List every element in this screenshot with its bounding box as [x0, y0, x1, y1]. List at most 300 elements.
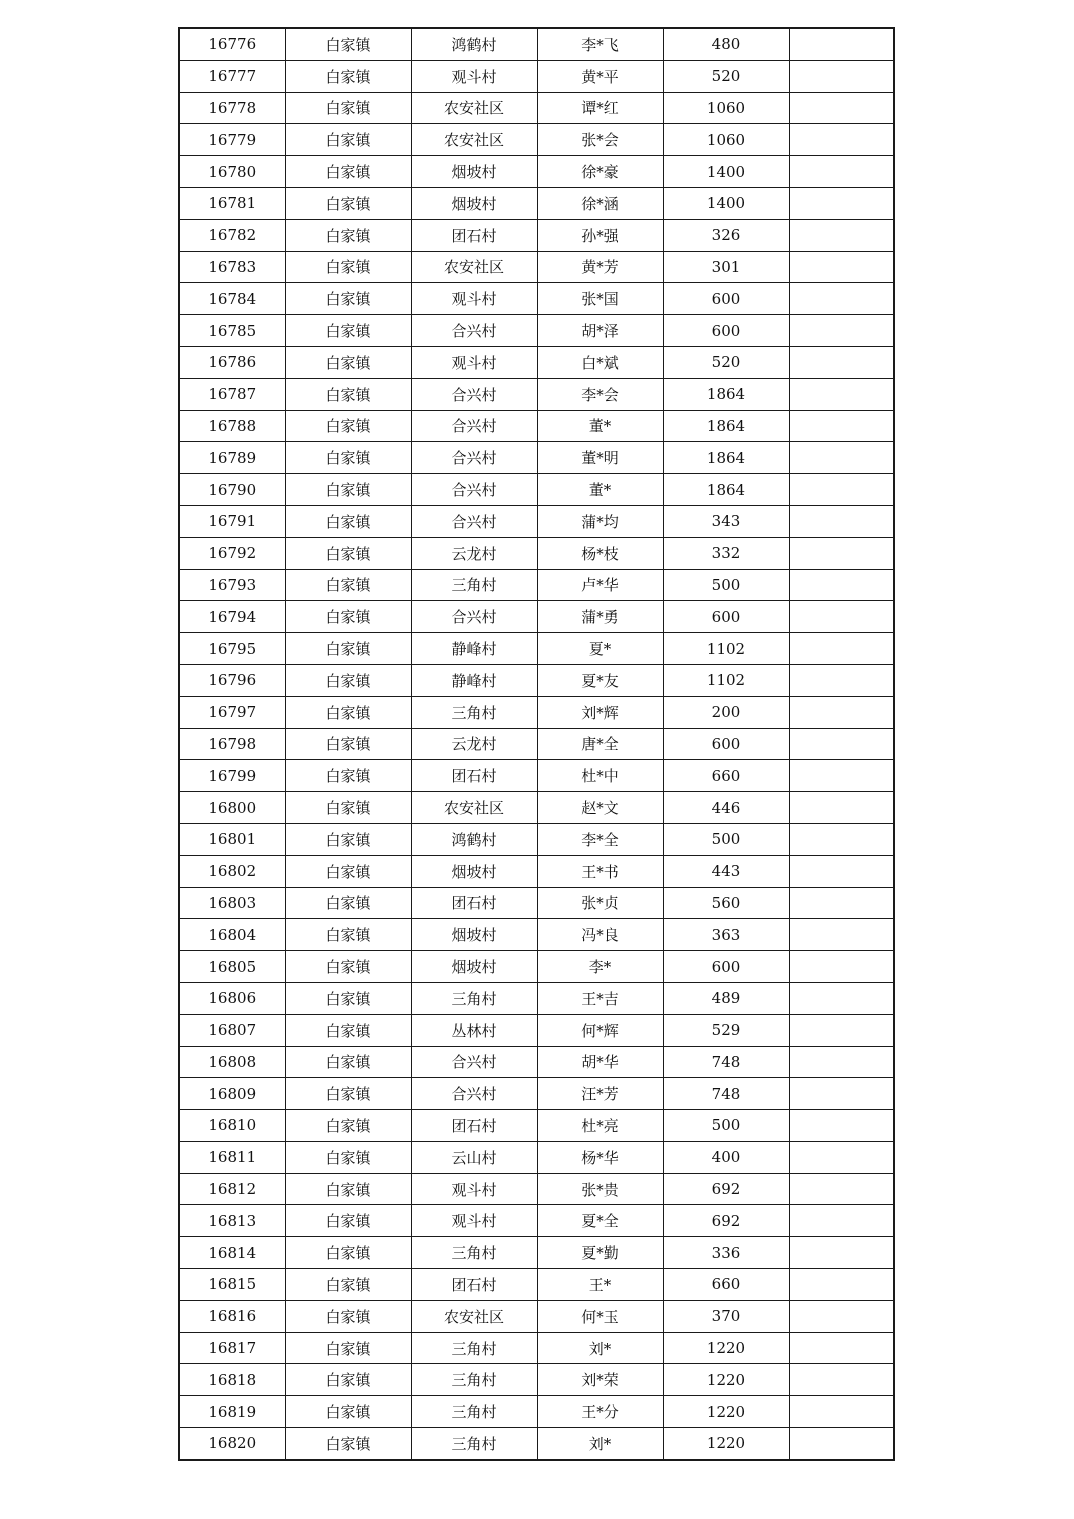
cell-remark	[789, 1205, 894, 1237]
cell-amount: 489	[663, 982, 789, 1014]
cell-name: 冯*良	[537, 919, 663, 951]
cell-remark	[789, 92, 894, 124]
cell-serial-number: 16819	[179, 1396, 285, 1428]
cell-village: 三角村	[411, 696, 537, 728]
cell-name: 唐*全	[537, 728, 663, 760]
table-row	[179, 60, 894, 92]
cell-name: 李*会	[537, 378, 663, 410]
cell-town: 白家镇	[285, 1173, 411, 1205]
table-row	[179, 410, 894, 442]
table-row	[179, 1046, 894, 1078]
cell-name: 刘*	[537, 1332, 663, 1364]
table-row	[179, 887, 894, 919]
table-row	[179, 187, 894, 219]
cell-serial-number: 16803	[179, 887, 285, 919]
cell-town: 白家镇	[285, 124, 411, 156]
cell-village: 观斗村	[411, 283, 537, 315]
cell-amount: 200	[663, 696, 789, 728]
cell-remark	[789, 633, 894, 665]
table-row	[179, 1428, 894, 1460]
cell-amount: 446	[663, 792, 789, 824]
table-row	[179, 1205, 894, 1237]
cell-town: 白家镇	[285, 1237, 411, 1269]
cell-village: 云龙村	[411, 728, 537, 760]
cell-serial-number: 16778	[179, 92, 285, 124]
cell-amount: 1400	[663, 187, 789, 219]
cell-name: 董*	[537, 410, 663, 442]
cell-name: 徐*豪	[537, 156, 663, 188]
cell-remark	[789, 219, 894, 251]
cell-remark	[789, 1046, 894, 1078]
cell-village: 三角村	[411, 1332, 537, 1364]
cell-remark	[789, 919, 894, 951]
cell-town: 白家镇	[285, 569, 411, 601]
cell-name: 王*书	[537, 855, 663, 887]
cell-amount: 326	[663, 219, 789, 251]
cell-town: 白家镇	[285, 1205, 411, 1237]
cell-village: 合兴村	[411, 474, 537, 506]
cell-town: 白家镇	[285, 315, 411, 347]
cell-remark	[789, 728, 894, 760]
cell-village: 合兴村	[411, 1046, 537, 1078]
table-row	[179, 442, 894, 474]
cell-serial-number: 16790	[179, 474, 285, 506]
table-row	[179, 1173, 894, 1205]
cell-serial-number: 16777	[179, 60, 285, 92]
cell-amount: 1220	[663, 1332, 789, 1364]
cell-amount: 343	[663, 505, 789, 537]
cell-town: 白家镇	[285, 1428, 411, 1460]
cell-name: 卢*华	[537, 569, 663, 601]
cell-amount: 748	[663, 1046, 789, 1078]
cell-village: 烟坡村	[411, 919, 537, 951]
cell-remark	[789, 187, 894, 219]
cell-remark	[789, 505, 894, 537]
cell-amount: 520	[663, 346, 789, 378]
cell-name: 夏*友	[537, 664, 663, 696]
cell-name: 杜*中	[537, 760, 663, 792]
cell-amount: 600	[663, 601, 789, 633]
cell-serial-number: 16796	[179, 664, 285, 696]
cell-remark	[789, 601, 894, 633]
cell-serial-number: 16787	[179, 378, 285, 410]
cell-town: 白家镇	[285, 1269, 411, 1301]
table-row	[179, 1078, 894, 1110]
cell-serial-number: 16791	[179, 505, 285, 537]
cell-remark	[789, 537, 894, 569]
cell-village: 团石村	[411, 1269, 537, 1301]
cell-name: 汪*芳	[537, 1078, 663, 1110]
cell-amount: 600	[663, 951, 789, 983]
cell-serial-number: 16818	[179, 1364, 285, 1396]
cell-name: 赵*文	[537, 792, 663, 824]
cell-town: 白家镇	[285, 251, 411, 283]
cell-name: 李*飞	[537, 28, 663, 60]
table-row	[179, 982, 894, 1014]
cell-remark	[789, 442, 894, 474]
cell-serial-number: 16802	[179, 855, 285, 887]
table-row	[179, 378, 894, 410]
cell-remark	[789, 378, 894, 410]
cell-town: 白家镇	[285, 760, 411, 792]
cell-name: 刘*荣	[537, 1364, 663, 1396]
cell-amount: 500	[663, 569, 789, 601]
cell-remark	[789, 1428, 894, 1460]
cell-amount: 500	[663, 1110, 789, 1142]
table-row	[179, 1269, 894, 1301]
cell-serial-number: 16807	[179, 1014, 285, 1046]
cell-town: 白家镇	[285, 696, 411, 728]
cell-serial-number: 16781	[179, 187, 285, 219]
cell-town: 白家镇	[285, 601, 411, 633]
cell-remark	[789, 60, 894, 92]
cell-name: 李*全	[537, 823, 663, 855]
cell-remark	[789, 474, 894, 506]
cell-name: 谭*红	[537, 92, 663, 124]
cell-serial-number: 16780	[179, 156, 285, 188]
cell-town: 白家镇	[285, 283, 411, 315]
cell-name: 胡*泽	[537, 315, 663, 347]
table-row	[179, 569, 894, 601]
cell-village: 三角村	[411, 1237, 537, 1269]
cell-village: 烟坡村	[411, 951, 537, 983]
cell-amount: 520	[663, 60, 789, 92]
cell-town: 白家镇	[285, 92, 411, 124]
cell-town: 白家镇	[285, 792, 411, 824]
cell-serial-number: 16792	[179, 537, 285, 569]
cell-town: 白家镇	[285, 728, 411, 760]
cell-name: 夏*	[537, 633, 663, 665]
cell-village: 合兴村	[411, 1078, 537, 1110]
cell-town: 白家镇	[285, 1396, 411, 1428]
cell-town: 白家镇	[285, 219, 411, 251]
cell-name: 蒲*均	[537, 505, 663, 537]
cell-amount: 443	[663, 855, 789, 887]
cell-serial-number: 16783	[179, 251, 285, 283]
cell-remark	[789, 1141, 894, 1173]
cell-name: 杜*亮	[537, 1110, 663, 1142]
cell-town: 白家镇	[285, 156, 411, 188]
cell-amount: 400	[663, 1141, 789, 1173]
cell-serial-number: 16812	[179, 1173, 285, 1205]
cell-village: 三角村	[411, 1364, 537, 1396]
table-row	[179, 919, 894, 951]
cell-village: 合兴村	[411, 378, 537, 410]
cell-remark	[789, 1014, 894, 1046]
cell-amount: 1060	[663, 124, 789, 156]
cell-remark	[789, 1173, 894, 1205]
cell-remark	[789, 951, 894, 983]
table-row	[179, 124, 894, 156]
table-row	[179, 1237, 894, 1269]
cell-town: 白家镇	[285, 60, 411, 92]
cell-town: 白家镇	[285, 187, 411, 219]
cell-serial-number: 16808	[179, 1046, 285, 1078]
cell-serial-number: 16786	[179, 346, 285, 378]
table-row	[179, 537, 894, 569]
cell-remark	[789, 1332, 894, 1364]
cell-village: 团石村	[411, 887, 537, 919]
cell-name: 李*	[537, 951, 663, 983]
cell-town: 白家镇	[285, 1014, 411, 1046]
cell-amount: 600	[663, 283, 789, 315]
cell-remark	[789, 855, 894, 887]
cell-name: 黄*平	[537, 60, 663, 92]
cell-remark	[789, 760, 894, 792]
cell-amount: 1864	[663, 410, 789, 442]
cell-village: 农安社区	[411, 251, 537, 283]
cell-village: 鸿鹤村	[411, 823, 537, 855]
data-table	[178, 27, 895, 1461]
cell-serial-number: 16800	[179, 792, 285, 824]
cell-remark	[789, 664, 894, 696]
cell-village: 云龙村	[411, 537, 537, 569]
cell-amount: 332	[663, 537, 789, 569]
cell-name: 何*玉	[537, 1300, 663, 1332]
cell-serial-number: 16799	[179, 760, 285, 792]
cell-name: 杨*枝	[537, 537, 663, 569]
cell-village: 农安社区	[411, 124, 537, 156]
cell-town: 白家镇	[285, 1332, 411, 1364]
cell-serial-number: 16797	[179, 696, 285, 728]
cell-name: 蒲*勇	[537, 601, 663, 633]
table-row	[179, 855, 894, 887]
cell-amount: 529	[663, 1014, 789, 1046]
cell-town: 白家镇	[285, 442, 411, 474]
cell-name: 夏*全	[537, 1205, 663, 1237]
cell-serial-number: 16815	[179, 1269, 285, 1301]
cell-serial-number: 16794	[179, 601, 285, 633]
cell-town: 白家镇	[285, 823, 411, 855]
cell-village: 团石村	[411, 1110, 537, 1142]
cell-amount: 660	[663, 760, 789, 792]
cell-amount: 560	[663, 887, 789, 919]
cell-amount: 1400	[663, 156, 789, 188]
cell-serial-number: 16813	[179, 1205, 285, 1237]
cell-name: 杨*华	[537, 1141, 663, 1173]
cell-name: 张*贵	[537, 1173, 663, 1205]
table-row	[179, 1110, 894, 1142]
cell-serial-number: 16816	[179, 1300, 285, 1332]
table-row	[179, 315, 894, 347]
cell-remark	[789, 251, 894, 283]
cell-serial-number: 16789	[179, 442, 285, 474]
table-row	[179, 219, 894, 251]
cell-village: 观斗村	[411, 60, 537, 92]
cell-serial-number: 16784	[179, 283, 285, 315]
cell-town: 白家镇	[285, 378, 411, 410]
cell-town: 白家镇	[285, 1078, 411, 1110]
cell-village: 团石村	[411, 760, 537, 792]
cell-town: 白家镇	[285, 505, 411, 537]
cell-town: 白家镇	[285, 537, 411, 569]
table-row	[179, 92, 894, 124]
table-row	[179, 283, 894, 315]
cell-name: 夏*勤	[537, 1237, 663, 1269]
cell-remark	[789, 1078, 894, 1110]
cell-village: 农安社区	[411, 1300, 537, 1332]
cell-remark	[789, 1110, 894, 1142]
table-row	[179, 1300, 894, 1332]
cell-village: 三角村	[411, 1396, 537, 1428]
cell-village: 合兴村	[411, 410, 537, 442]
cell-remark	[789, 982, 894, 1014]
cell-name: 胡*华	[537, 1046, 663, 1078]
cell-amount: 1220	[663, 1364, 789, 1396]
table-row	[179, 1014, 894, 1046]
table-row	[179, 251, 894, 283]
table-row	[179, 346, 894, 378]
cell-serial-number: 16809	[179, 1078, 285, 1110]
cell-village: 观斗村	[411, 1205, 537, 1237]
cell-village: 合兴村	[411, 505, 537, 537]
cell-village: 合兴村	[411, 601, 537, 633]
table-row	[179, 633, 894, 665]
cell-serial-number: 16788	[179, 410, 285, 442]
cell-serial-number: 16805	[179, 951, 285, 983]
cell-remark	[789, 1364, 894, 1396]
cell-town: 白家镇	[285, 410, 411, 442]
cell-village: 农安社区	[411, 92, 537, 124]
table-row	[179, 1332, 894, 1364]
cell-serial-number: 16817	[179, 1332, 285, 1364]
cell-village: 静峰村	[411, 633, 537, 665]
cell-name: 徐*涵	[537, 187, 663, 219]
cell-village: 观斗村	[411, 346, 537, 378]
cell-amount: 1220	[663, 1396, 789, 1428]
cell-name: 张*会	[537, 124, 663, 156]
cell-amount: 692	[663, 1205, 789, 1237]
cell-name: 董*	[537, 474, 663, 506]
cell-village: 三角村	[411, 982, 537, 1014]
cell-village: 丛林村	[411, 1014, 537, 1046]
cell-town: 白家镇	[285, 28, 411, 60]
cell-name: 董*明	[537, 442, 663, 474]
cell-serial-number: 16793	[179, 569, 285, 601]
cell-town: 白家镇	[285, 1300, 411, 1332]
table-row	[179, 601, 894, 633]
cell-town: 白家镇	[285, 887, 411, 919]
cell-name: 王*分	[537, 1396, 663, 1428]
table-row	[179, 951, 894, 983]
cell-serial-number: 16814	[179, 1237, 285, 1269]
cell-town: 白家镇	[285, 346, 411, 378]
cell-name: 王*	[537, 1269, 663, 1301]
table-row	[179, 728, 894, 760]
table-row	[179, 505, 894, 537]
table-row	[179, 792, 894, 824]
cell-name: 张*贞	[537, 887, 663, 919]
table-row	[179, 28, 894, 60]
cell-name: 孙*强	[537, 219, 663, 251]
cell-town: 白家镇	[285, 951, 411, 983]
cell-village: 烟坡村	[411, 855, 537, 887]
cell-amount: 1864	[663, 442, 789, 474]
table-row	[179, 760, 894, 792]
cell-town: 白家镇	[285, 855, 411, 887]
cell-serial-number: 16804	[179, 919, 285, 951]
cell-remark	[789, 28, 894, 60]
cell-remark	[789, 792, 894, 824]
table-row	[179, 1364, 894, 1396]
cell-town: 白家镇	[285, 474, 411, 506]
cell-amount: 363	[663, 919, 789, 951]
cell-town: 白家镇	[285, 982, 411, 1014]
table-row	[179, 474, 894, 506]
cell-name: 张*国	[537, 283, 663, 315]
cell-remark	[789, 569, 894, 601]
cell-amount: 1060	[663, 92, 789, 124]
cell-name: 王*吉	[537, 982, 663, 1014]
cell-amount: 301	[663, 251, 789, 283]
cell-remark	[789, 1269, 894, 1301]
cell-remark	[789, 156, 894, 188]
cell-amount: 660	[663, 1269, 789, 1301]
cell-serial-number: 16811	[179, 1141, 285, 1173]
cell-remark	[789, 887, 894, 919]
cell-town: 白家镇	[285, 1046, 411, 1078]
cell-serial-number: 16782	[179, 219, 285, 251]
cell-town: 白家镇	[285, 664, 411, 696]
cell-serial-number: 16810	[179, 1110, 285, 1142]
cell-serial-number: 16820	[179, 1428, 285, 1460]
cell-amount: 370	[663, 1300, 789, 1332]
cell-amount: 500	[663, 823, 789, 855]
cell-serial-number: 16806	[179, 982, 285, 1014]
cell-amount: 692	[663, 1173, 789, 1205]
cell-amount: 480	[663, 28, 789, 60]
cell-serial-number: 16785	[179, 315, 285, 347]
cell-name: 刘*	[537, 1428, 663, 1460]
cell-remark	[789, 346, 894, 378]
cell-remark	[789, 315, 894, 347]
table-body	[179, 28, 894, 1460]
table-row	[179, 156, 894, 188]
cell-serial-number: 16776	[179, 28, 285, 60]
cell-amount: 1102	[663, 633, 789, 665]
cell-name: 刘*辉	[537, 696, 663, 728]
cell-remark	[789, 283, 894, 315]
cell-amount: 1220	[663, 1428, 789, 1460]
cell-town: 白家镇	[285, 1141, 411, 1173]
cell-town: 白家镇	[285, 1110, 411, 1142]
cell-village: 静峰村	[411, 664, 537, 696]
cell-remark	[789, 1396, 894, 1428]
cell-name: 何*辉	[537, 1014, 663, 1046]
table-row	[179, 1141, 894, 1173]
cell-village: 合兴村	[411, 315, 537, 347]
cell-name: 白*斌	[537, 346, 663, 378]
cell-name: 黄*芳	[537, 251, 663, 283]
cell-amount: 748	[663, 1078, 789, 1110]
table-row	[179, 1396, 894, 1428]
cell-village: 云山村	[411, 1141, 537, 1173]
cell-remark	[789, 124, 894, 156]
cell-village: 三角村	[411, 569, 537, 601]
cell-amount: 600	[663, 315, 789, 347]
cell-amount: 336	[663, 1237, 789, 1269]
cell-village: 合兴村	[411, 442, 537, 474]
cell-village: 烟坡村	[411, 187, 537, 219]
cell-village: 团石村	[411, 219, 537, 251]
cell-remark	[789, 1300, 894, 1332]
cell-amount: 1864	[663, 378, 789, 410]
cell-serial-number: 16795	[179, 633, 285, 665]
cell-remark	[789, 1237, 894, 1269]
cell-amount: 600	[663, 728, 789, 760]
cell-village: 观斗村	[411, 1173, 537, 1205]
cell-village: 鸿鹤村	[411, 28, 537, 60]
